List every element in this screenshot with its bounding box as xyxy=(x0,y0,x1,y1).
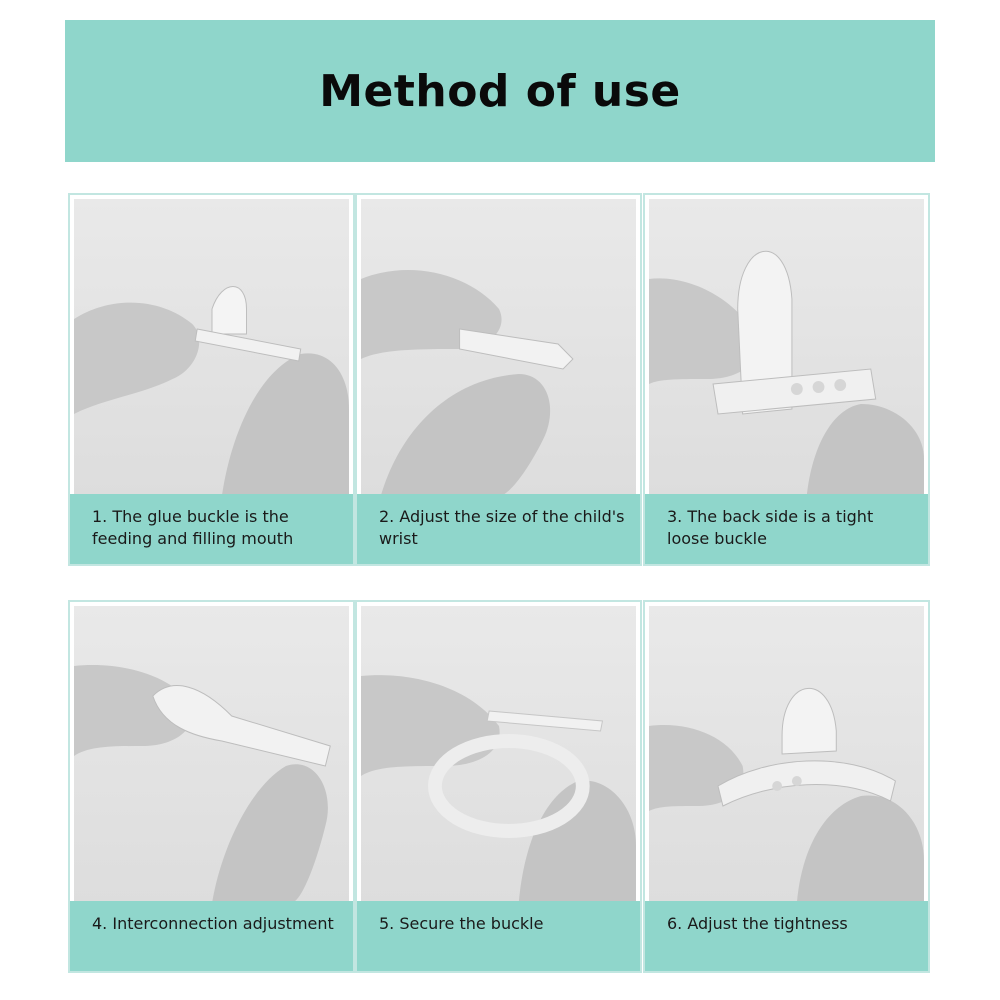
step-photo-2 xyxy=(361,199,636,496)
step-photo-5 xyxy=(361,606,636,903)
step-panel-1 xyxy=(68,193,355,566)
step-panel-6 xyxy=(643,600,930,973)
step-photo-6 xyxy=(649,606,924,903)
step-caption-3: 3. The back side is a tight loose buckle xyxy=(645,494,928,564)
title-banner xyxy=(65,20,935,162)
step-caption-6: 6. Adjust the tightness xyxy=(645,901,928,971)
step-caption-2: 2. Adjust the size of the child's wrist xyxy=(357,494,640,564)
step-caption-5: 5. Secure the buckle xyxy=(357,901,640,971)
step-caption-1: 1. The glue buckle is the feeding and filling mouth xyxy=(70,494,353,564)
step-panel-5 xyxy=(355,600,642,973)
step-photo-3 xyxy=(649,199,924,496)
step-panel-2 xyxy=(355,193,642,566)
step-panel-4 xyxy=(68,600,355,973)
page-title: Method of use xyxy=(319,65,681,117)
step-caption-4: 4. Interconnection adjustment xyxy=(70,901,353,971)
step-panel-3 xyxy=(643,193,930,566)
step-photo-1 xyxy=(74,199,349,496)
step-photo-4 xyxy=(74,606,349,903)
